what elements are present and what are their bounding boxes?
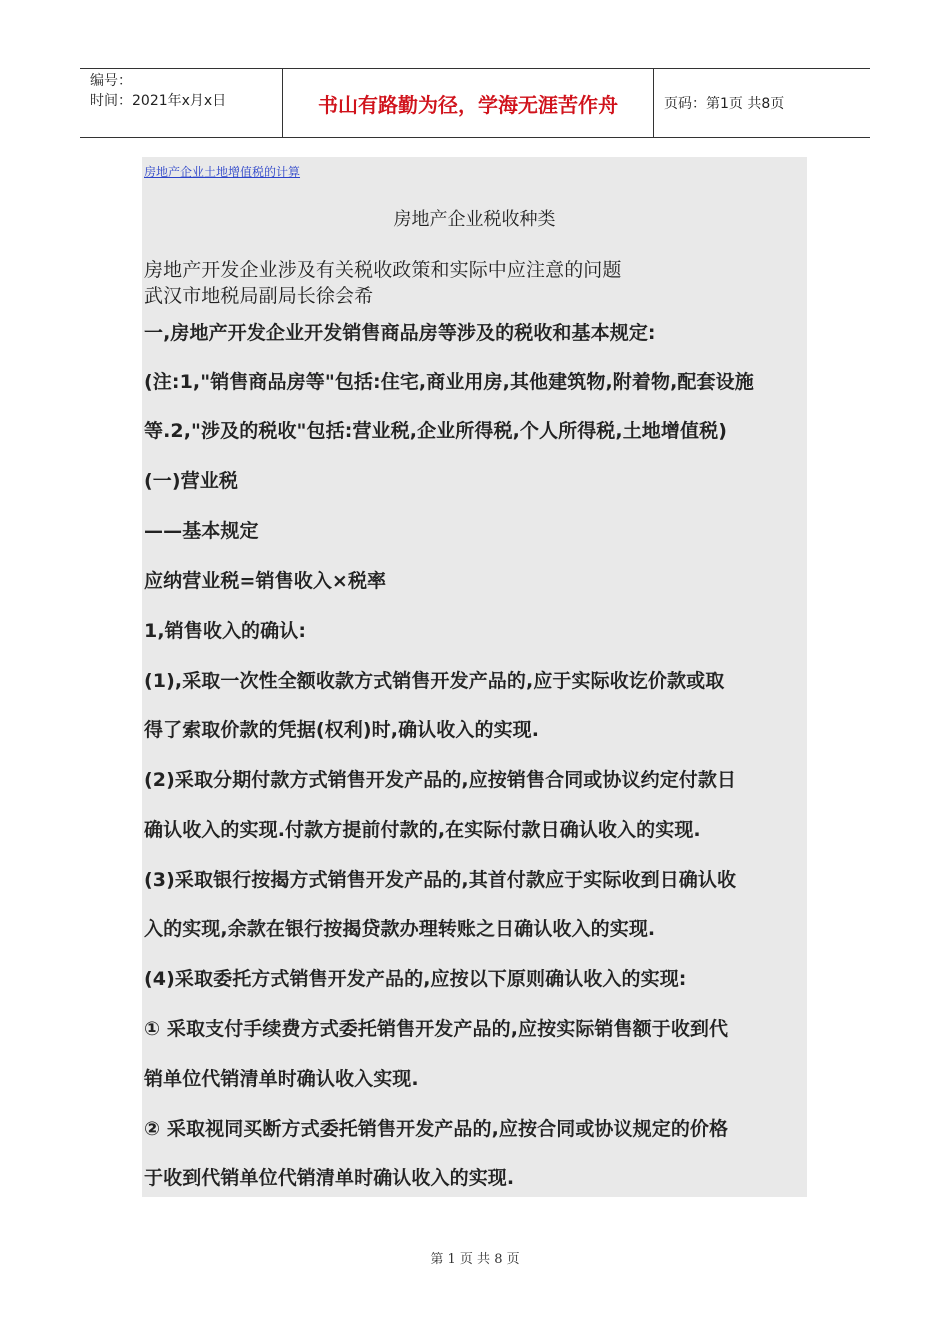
paragraph-line: 1,销售收入的确认:	[144, 620, 307, 642]
header-table	[80, 68, 870, 138]
paragraph-line: ① 采取支付手续费方式委托销售开发产品的,应按实际销售额于收到代	[144, 1018, 729, 1040]
paragraph-line: (注:1,"销售商品房等"包括:住宅,商业用房,其他建筑物,附着物,配套设施	[144, 371, 754, 393]
number-label: 编号：	[90, 73, 132, 89]
header-motto-cell	[282, 69, 654, 137]
paragraph-line: 于收到代销单位代销清单时确认收入的实现.	[144, 1167, 515, 1189]
paragraph-line: (2)采取分期付款方式销售开发产品的,应按销售合同或协议约定付款日	[144, 769, 737, 791]
paragraph-line: 应纳营业税=销售收入×税率	[144, 570, 387, 592]
paragraph-line: 确认收入的实现.付款方提前付款的,在实际付款日确认收入的实现.	[144, 819, 701, 841]
paragraph-line: ② 采取视同买断方式委托销售开发产品的,应按合同或协议规定的价格	[144, 1118, 729, 1140]
paragraph-line: (1),采取一次性全额收款方式销售开发产品的,应于实际收讫价款或取	[144, 670, 725, 692]
paragraph-line: (4)采取委托方式销售开发产品的,应按以下原则确认收入的实现:	[144, 968, 687, 990]
source-link[interactable]: 房地产企业土地增值税的计算	[144, 165, 301, 179]
paragraph-line: 武汉市地税局副局长徐会希	[144, 285, 374, 307]
motto-text: 书山有路勤为径，学海无涯苦作舟	[318, 92, 618, 117]
time-label: 时间：2021年x月x日	[90, 93, 227, 109]
paragraph-line: 入的实现,余款在银行按揭贷款办理转账之日确认收入的实现.	[144, 918, 656, 940]
paragraph-line: 房地产开发企业涉及有关税收政策和实际中应注意的问题	[144, 259, 622, 281]
paragraph-line: 销单位代销清单时确认收入实现.	[144, 1068, 419, 1090]
paragraph-line: ——基本规定	[144, 520, 259, 542]
paragraph-line: (一)营业税	[144, 470, 238, 492]
page-footer: 第 1 页 共 8 页	[430, 1252, 520, 1267]
paragraph-line: 一,房地产开发企业开发销售商品房等涉及的税收和基本规定:	[144, 322, 656, 344]
paragraph-line: (3)采取银行按揭方式销售开发产品的,其首付款应于实际收到日确认收	[144, 869, 737, 891]
header-meta	[80, 69, 282, 137]
paragraph-line: 得了索取价款的凭据(权利)时,确认收入的实现.	[144, 719, 540, 741]
document-body	[142, 157, 807, 1197]
page-info: 页码：第1页 共8页	[664, 96, 785, 112]
document-title: 房地产企业税收种类	[393, 209, 556, 230]
paragraph-line: 等.2,"涉及的税收"包括:营业税,企业所得税,个人所得税,土地增值税)	[144, 420, 727, 442]
